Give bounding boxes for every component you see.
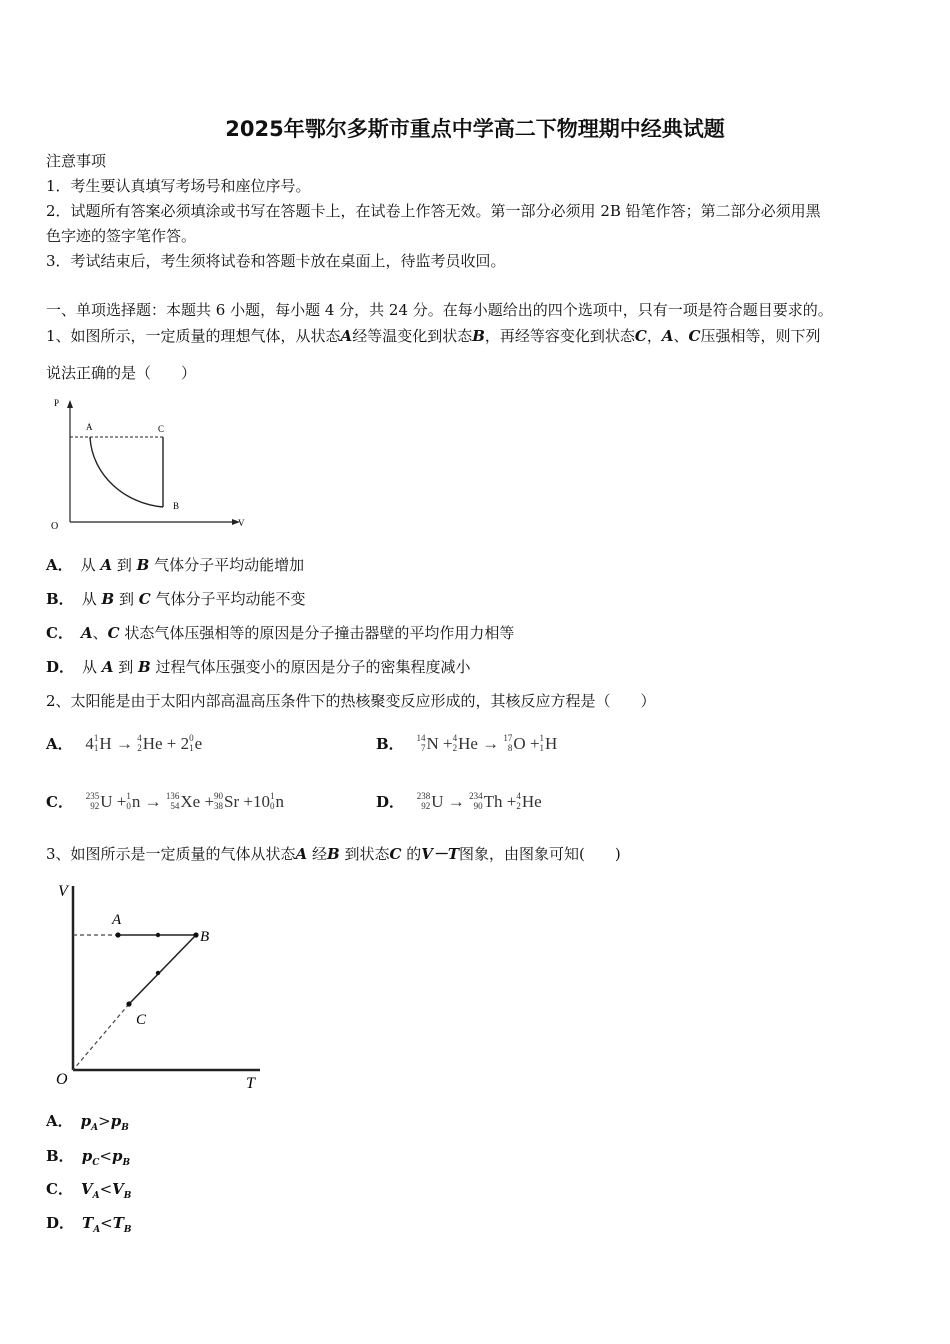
origin-dashed-line	[73, 1004, 129, 1070]
notice-item-2: 2．试题所有答案必须填涂或书写在答题卡上，在试卷上作答无效。第一部分必须用 2B 铅笔作答；第二部分必须用黑	[46, 202, 821, 220]
page-title: 2025年鄂尔多斯市重点中学高二下物理期中经典试题	[225, 117, 725, 141]
notice-item-1: 1．考生要认真填写考场号和座位序号。	[46, 177, 311, 195]
v-axis-label: V	[58, 883, 68, 900]
point-b-label: B	[173, 501, 180, 511]
section-heading: 一、单项选择题：本题共 6 小题，每小题 4 分，共 24 分。在每小题给出的四个选项中，只有一项是符合题目要求的。	[46, 301, 833, 319]
q3-option-b[interactable]: B． $p_C<p_B$	[46, 1147, 131, 1168]
q2-formula-a: 4 1 1 H → 4 2 He + 2 0 1 e	[85, 733, 203, 754]
q2-option-a[interactable]: A． 4 1 1 H → 4 2 He + 2 0 1 e	[46, 733, 203, 754]
q1-option-d[interactable]: D． 从 A 到 B 过程气体压强变小的原因是分子的密集程度减小	[46, 658, 471, 676]
point-a-label: A	[112, 912, 122, 928]
q1-pv-graph	[46, 396, 256, 536]
q1-option-c[interactable]: C． A、C 状态气体压强相等的原因是分子撞击器壁的平均作用力相等	[46, 624, 515, 642]
q3-stem: 3、如图所示是一定质量的气体从状态A 经B 到状态C 的V－T图象，由图象可知( )	[46, 845, 621, 863]
t-axis-label: T	[246, 1075, 255, 1092]
q3-option-a[interactable]: A． $p_A>p_B$	[46, 1112, 129, 1133]
midpoint-ab	[156, 933, 160, 937]
notice-item-2-cont: 色字迹的签字笔作答。	[46, 227, 197, 245]
origin-label: O	[51, 521, 59, 532]
q3-option-d[interactable]: D． $T_A<T_B$	[46, 1214, 132, 1235]
origin-label: O	[56, 1071, 68, 1088]
point-b	[193, 932, 198, 937]
midpoint-bc	[156, 971, 160, 975]
q1-option-b[interactable]: B． 从 B 到 C 气体分子平均动能不变	[46, 590, 306, 608]
point-b-label: B	[200, 929, 210, 945]
q3-option-c[interactable]: C． $V_A<V_B$	[46, 1180, 132, 1201]
p-axis-arrow-icon	[67, 400, 73, 408]
q2-option-b[interactable]: B． 14 7 N + 4 2 He → 17 8 O + 1 1 H	[376, 733, 558, 754]
notice-heading: 注意事项	[46, 152, 107, 170]
point-a	[115, 932, 120, 937]
notice-item-3: 3．考试结束后，考生须将试卷和答题卡放在桌面上，待监考员收回。	[46, 252, 506, 270]
point-c-label: C	[136, 1012, 147, 1028]
point-c	[126, 1001, 131, 1006]
point-a-label: A	[86, 422, 93, 432]
q1-option-a[interactable]: A． 从 A 到 B 气体分子平均动能增加	[46, 556, 305, 574]
v-axis-label: V	[238, 518, 245, 528]
q1-stem-line2: 说法正确的是（ ）	[46, 364, 197, 382]
q2-stem: 2、太阳能是由于太阳内部高温高压条件下的热核聚变反应形成的，其核反应方程是（ ）	[46, 692, 656, 710]
q2-formula-d: 238 92 U → 234 90 Th + 4 2 He	[416, 791, 542, 812]
q3-vt-graph	[46, 874, 271, 1094]
q2-formula-c: 235 92 U + 1 0 n → 136 54 Xe + 90 38 Sr +10 1 0 n	[85, 791, 284, 812]
q2-formula-b: 14 7 N + 4 2 He → 17 8 O + 1 1 H	[416, 733, 558, 754]
q1-stem: 1、如图所示，一定质量的理想气体，从状态A经等温变化到状态B，再经等容变化到状态C，A、C压强相等，则下列	[46, 327, 821, 345]
q2-option-c[interactable]: C． 235 92 U + 1 0 n → 136 54 Xe + 90 38 Sr +10 1 0 n	[46, 791, 284, 812]
point-c-label: C	[158, 424, 165, 434]
isotherm-curve-ab	[90, 437, 163, 507]
isobaric-line-bc	[129, 935, 196, 1004]
q2-option-d[interactable]: D． 238 92 U → 234 90 Th + 4 2 He	[376, 791, 542, 812]
p-axis-label: P	[54, 398, 60, 408]
